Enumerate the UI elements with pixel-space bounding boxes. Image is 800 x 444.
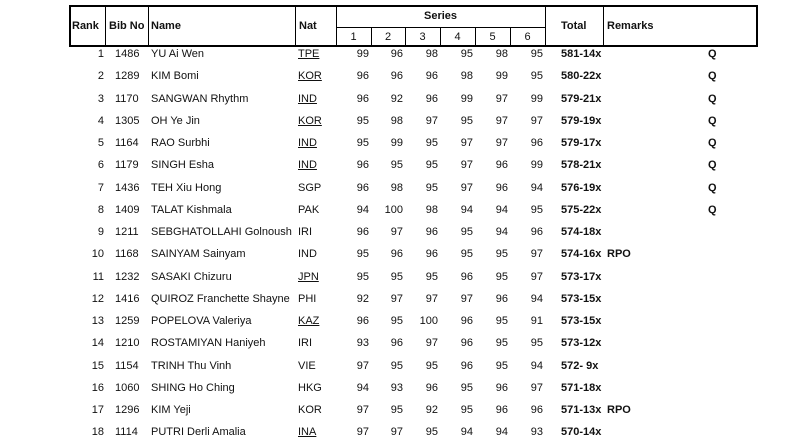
series-6-score: 97 xyxy=(530,381,543,394)
series-2-score: 95 xyxy=(390,404,403,416)
nation-code: VIE xyxy=(298,359,316,372)
total-score: 574-18x xyxy=(561,226,602,238)
rank-header: Rank xyxy=(72,20,99,32)
total-score: 573-15x xyxy=(561,315,602,327)
series-1-score: 94 xyxy=(356,381,369,394)
header-top-border xyxy=(69,5,758,7)
bib-cell: 1154 xyxy=(115,359,139,372)
rank-cell: 6 xyxy=(97,159,104,172)
nation-code: PHI xyxy=(298,292,317,305)
series-3-score: 98 xyxy=(425,48,438,60)
series-5-score: 96 xyxy=(495,404,508,416)
series-5-score: 96 xyxy=(495,381,508,394)
series-4-score: 95 xyxy=(460,226,473,238)
bib-cell: 1416 xyxy=(115,292,140,305)
series-6-score: 93 xyxy=(530,426,543,439)
nation-code: TPE xyxy=(298,48,320,60)
table-row xyxy=(0,422,800,444)
series-5-score: 95 xyxy=(495,359,508,372)
series-6-score: 95 xyxy=(530,48,543,60)
series-2-score: 96 xyxy=(390,48,403,60)
table-row xyxy=(0,133,800,155)
series-2-score: 96 xyxy=(390,337,403,350)
total-score: 576-19x xyxy=(561,181,602,194)
athlete-name: POPELOVA Valeriya xyxy=(151,315,252,327)
bib-cell: 1170 xyxy=(115,92,139,105)
nation-code: KAZ xyxy=(298,315,320,327)
series-2-score: 97 xyxy=(390,226,403,238)
series-6-score: 91 xyxy=(530,315,543,327)
bib-cell: 1486 xyxy=(115,48,140,60)
series-6-score: 99 xyxy=(530,159,543,172)
series-3-score: 97 xyxy=(425,114,438,127)
total-score: 573-12x xyxy=(561,337,602,350)
series-4-score: 95 xyxy=(460,48,473,60)
rank-cell: 2 xyxy=(97,70,104,83)
series-5-score: 96 xyxy=(495,159,508,172)
athlete-name: SASAKI Chizuru xyxy=(151,270,232,283)
qualified-mark: Q xyxy=(708,181,717,194)
total-score: 573-17x xyxy=(561,270,602,283)
series-2-score: 97 xyxy=(390,292,403,305)
series-5-score: 96 xyxy=(495,292,508,305)
series-5-score: 94 xyxy=(495,226,508,238)
series-6-score: 95 xyxy=(530,337,543,350)
series-1-score: 93 xyxy=(356,337,369,350)
total-score: 571-13x xyxy=(561,404,602,416)
rank-cell: 15 xyxy=(91,359,104,372)
series-1-header: 1 xyxy=(350,31,357,43)
series-3-score: 92 xyxy=(425,404,438,416)
series-6-score: 94 xyxy=(530,181,543,194)
total-score: 572- 9x xyxy=(561,359,599,372)
header-divider xyxy=(603,5,604,47)
series-3-header: 3 xyxy=(419,31,426,43)
series-1-score: 96 xyxy=(356,92,369,105)
series-3-score: 95 xyxy=(425,181,438,194)
series-6-score: 94 xyxy=(530,292,543,305)
header-divider xyxy=(69,5,71,47)
bib-cell: 1289 xyxy=(115,70,140,83)
athlete-name: PUTRI Derli Amalia xyxy=(151,426,246,439)
series-5-score: 97 xyxy=(495,114,508,127)
rank-cell: 11 xyxy=(92,270,104,283)
nation-code: HKG xyxy=(298,381,322,394)
series-4-score: 97 xyxy=(460,159,473,172)
total-header: Total xyxy=(561,20,587,32)
rank-cell: 14 xyxy=(91,337,104,350)
series-1-score: 97 xyxy=(356,426,369,439)
athlete-name: KIM Yeji xyxy=(151,404,191,416)
athlete-name: TRINH Thu Vinh xyxy=(151,359,232,372)
series-3-score: 96 xyxy=(425,70,438,83)
table-row xyxy=(0,267,800,289)
header-divider xyxy=(756,5,758,47)
nation-code: IRI xyxy=(298,337,313,350)
series-4-score: 94 xyxy=(460,203,473,216)
athlete-name: RAO Surbhi xyxy=(151,137,210,149)
series-4-score: 96 xyxy=(460,315,473,327)
series-6-score: 97 xyxy=(530,248,543,261)
series-1-score: 95 xyxy=(356,270,369,283)
series-5-score: 95 xyxy=(495,315,508,327)
athlete-name: KIM Bomi xyxy=(151,70,199,83)
athlete-name: SEBGHATOLLAHI Golnoush xyxy=(151,226,292,238)
series-6-score: 94 xyxy=(530,359,543,372)
series-2-score: 99 xyxy=(390,137,403,149)
table-row xyxy=(0,178,800,200)
series-2-score: 92 xyxy=(390,92,403,105)
series-2-score: 95 xyxy=(390,270,403,283)
series-4-score: 95 xyxy=(460,404,473,416)
table-row xyxy=(0,289,800,311)
header-divider xyxy=(295,5,296,47)
series-3-score: 95 xyxy=(425,159,438,172)
series-6-header: 6 xyxy=(524,31,531,43)
series-6-score: 96 xyxy=(530,226,543,238)
series-4-score: 95 xyxy=(460,381,473,394)
series-4-score: 97 xyxy=(460,137,473,149)
series-1-score: 99 xyxy=(356,48,369,60)
series-4-score: 96 xyxy=(460,270,473,283)
total-score: 579-21x xyxy=(561,92,602,105)
bib-cell: 1259 xyxy=(115,315,140,327)
total-score: 578-21x xyxy=(561,159,602,172)
series-3-score: 96 xyxy=(425,248,438,261)
series-2-score: 93 xyxy=(390,381,403,394)
series-1-score: 96 xyxy=(356,226,369,238)
series-1-score: 95 xyxy=(356,248,369,261)
series-2-score: 95 xyxy=(390,159,403,172)
series-5-score: 97 xyxy=(495,92,508,105)
series-2-score: 96 xyxy=(390,70,403,83)
total-score: 573-15x xyxy=(561,292,602,305)
bib-cell: 1210 xyxy=(115,337,140,350)
rank-cell: 10 xyxy=(91,248,104,261)
nation-code: PAK xyxy=(298,203,320,216)
series-header: Series xyxy=(423,10,458,22)
series-3-score: 95 xyxy=(425,426,438,439)
series-3-score: 95 xyxy=(425,270,438,283)
series-6-score: 95 xyxy=(530,203,543,216)
athlete-name: YU Ai Wen xyxy=(151,48,204,60)
header-divider xyxy=(148,5,149,47)
series-2-score: 96 xyxy=(390,248,403,261)
series-5-score: 97 xyxy=(495,137,508,149)
series-1-score: 95 xyxy=(356,114,369,127)
series-5-header: 5 xyxy=(489,31,496,43)
bib-header: Bib No xyxy=(109,20,145,32)
nation-code: JPN xyxy=(298,270,319,283)
nation-code: INA xyxy=(298,426,317,439)
series-3-score: 97 xyxy=(425,337,438,350)
series-1-score: 94 xyxy=(356,203,369,216)
rank-cell: 1 xyxy=(97,48,104,60)
rank-cell: 3 xyxy=(97,92,104,105)
total-score: 579-17x xyxy=(561,137,602,149)
total-score: 579-19x xyxy=(561,114,602,127)
bib-cell: 1436 xyxy=(115,181,140,194)
bib-cell: 1164 xyxy=(115,137,139,149)
table-row xyxy=(0,244,800,266)
series-1-score: 96 xyxy=(356,181,369,194)
table-row xyxy=(0,378,800,400)
table-row xyxy=(0,89,800,111)
qualified-mark: Q xyxy=(708,92,717,105)
qualified-mark: Q xyxy=(708,137,717,149)
series-5-score: 95 xyxy=(495,248,508,261)
rank-cell: 12 xyxy=(91,292,104,305)
series-2-score: 98 xyxy=(390,114,403,127)
remark-code: RPO xyxy=(607,404,631,416)
bib-cell: 1409 xyxy=(115,203,140,216)
total-score: 581-14x xyxy=(561,48,602,60)
series-3-score: 96 xyxy=(425,381,438,394)
bib-cell: 1296 xyxy=(115,404,140,416)
athlete-name: ROSTAMIYAN Haniyeh xyxy=(151,337,266,350)
total-score: 574-16x xyxy=(561,248,602,261)
results-table-header xyxy=(0,0,800,48)
nation-code: IND xyxy=(298,159,317,172)
rank-cell: 9 xyxy=(97,226,104,238)
rank-cell: 7 xyxy=(97,181,104,194)
series-4-score: 96 xyxy=(460,337,473,350)
table-row xyxy=(0,111,800,133)
series-4-score: 95 xyxy=(460,114,473,127)
rank-cell: 16 xyxy=(91,381,104,394)
series-4-score: 94 xyxy=(460,426,473,439)
series-4-score: 97 xyxy=(460,292,473,305)
header-divider xyxy=(545,5,546,47)
nation-code: IND xyxy=(298,92,317,105)
series-1-score: 96 xyxy=(356,70,369,83)
series-5-score: 96 xyxy=(495,181,508,194)
athlete-name: TALAT Kishmala xyxy=(151,203,232,216)
series-3-score: 95 xyxy=(425,137,438,149)
series-5-score: 98 xyxy=(495,48,508,60)
nation-code: SGP xyxy=(298,181,322,194)
rank-cell: 8 xyxy=(97,203,104,216)
rank-cell: 18 xyxy=(91,426,104,439)
table-row xyxy=(0,155,800,177)
athlete-name: OH Ye Jin xyxy=(151,114,200,127)
athlete-name: SHING Ho Ching xyxy=(151,381,235,394)
table-row xyxy=(0,333,800,355)
bib-cell: 1114 xyxy=(115,426,138,439)
series-6-score: 95 xyxy=(530,70,543,83)
series-2-score: 97 xyxy=(390,426,403,439)
bib-cell: 1060 xyxy=(115,381,140,394)
bib-cell: 1211 xyxy=(115,226,139,238)
table-row xyxy=(0,356,800,378)
qualified-mark: Q xyxy=(708,114,717,127)
rank-cell: 13 xyxy=(91,315,104,327)
name-header: Name xyxy=(151,20,181,32)
qualified-mark: Q xyxy=(708,203,717,216)
series-6-score: 96 xyxy=(530,404,543,416)
nation-code: KOR xyxy=(298,70,322,83)
series-4-score: 95 xyxy=(460,248,473,261)
nat-header: Nat xyxy=(299,20,317,32)
series-4-score: 98 xyxy=(460,70,473,83)
series-2-score: 95 xyxy=(390,315,403,327)
series-3-score: 96 xyxy=(425,92,438,105)
table-row xyxy=(0,44,800,66)
series-2-score: 98 xyxy=(390,181,403,194)
series-4-score: 96 xyxy=(460,359,473,372)
series-5-score: 95 xyxy=(495,270,508,283)
series-1-score: 92 xyxy=(356,292,369,305)
header-divider xyxy=(105,5,106,47)
athlete-name: SANGWAN Rhythm xyxy=(151,92,249,105)
total-score: 571-18x xyxy=(561,381,602,394)
series-6-score: 96 xyxy=(530,137,543,149)
series-5-score: 95 xyxy=(495,337,508,350)
nation-code: KOR xyxy=(298,404,322,416)
bib-cell: 1232 xyxy=(115,270,140,283)
series-6-score: 97 xyxy=(530,114,543,127)
table-row xyxy=(0,222,800,244)
athlete-name: QUIROZ Franchette Shayne xyxy=(151,292,290,305)
qualified-mark: Q xyxy=(708,159,717,172)
series-1-score: 96 xyxy=(356,315,369,327)
series-6-score: 99 xyxy=(530,92,543,105)
table-row xyxy=(0,311,800,333)
nation-code: IND xyxy=(298,137,317,149)
athlete-name: TEH Xiu Hong xyxy=(151,181,222,194)
series-3-score: 95 xyxy=(425,359,438,372)
nation-code: IRI xyxy=(298,226,313,238)
total-score: 580-22x xyxy=(561,70,602,83)
bib-cell: 1168 xyxy=(115,248,139,261)
table-row xyxy=(0,400,800,422)
remarks-header: Remarks xyxy=(607,20,654,32)
series-3-score: 97 xyxy=(425,292,438,305)
series-1-score: 97 xyxy=(356,359,369,372)
series-2-header: 2 xyxy=(384,31,392,43)
series-5-score: 99 xyxy=(495,70,508,83)
series-3-score: 100 xyxy=(419,315,438,327)
athlete-name: SINGH Esha xyxy=(151,159,214,172)
series-4-score: 97 xyxy=(460,181,473,194)
series-6-score: 97 xyxy=(530,270,543,283)
remark-code: RPO xyxy=(607,248,631,261)
series-2-score: 95 xyxy=(390,359,403,372)
total-score: 575-22x xyxy=(561,203,602,216)
table-row xyxy=(0,200,800,222)
rank-cell: 4 xyxy=(97,114,104,127)
bib-cell: 1179 xyxy=(115,159,139,172)
rank-cell: 17 xyxy=(91,404,104,416)
series-3-score: 96 xyxy=(425,226,438,238)
series-4-header: 4 xyxy=(454,31,461,43)
series-1-score: 96 xyxy=(356,159,369,172)
table-row xyxy=(0,66,800,88)
series-5-score: 94 xyxy=(495,426,508,439)
series-3-score: 98 xyxy=(425,203,438,216)
rank-cell: 5 xyxy=(97,137,104,149)
athlete-name: SAINYAM Sainyam xyxy=(151,248,246,261)
bib-cell: 1305 xyxy=(115,114,140,127)
qualified-mark: Q xyxy=(708,70,717,83)
total-score: 570-14x xyxy=(561,426,602,439)
qualified-mark: Q xyxy=(708,48,717,60)
series-1-score: 95 xyxy=(356,137,369,149)
nation-code: KOR xyxy=(298,114,322,127)
series-2-score: 100 xyxy=(384,203,403,216)
series-5-score: 94 xyxy=(495,203,508,216)
series-4-score: 99 xyxy=(460,92,473,105)
series-1-score: 97 xyxy=(356,404,369,416)
nation-code: IND xyxy=(298,248,317,261)
